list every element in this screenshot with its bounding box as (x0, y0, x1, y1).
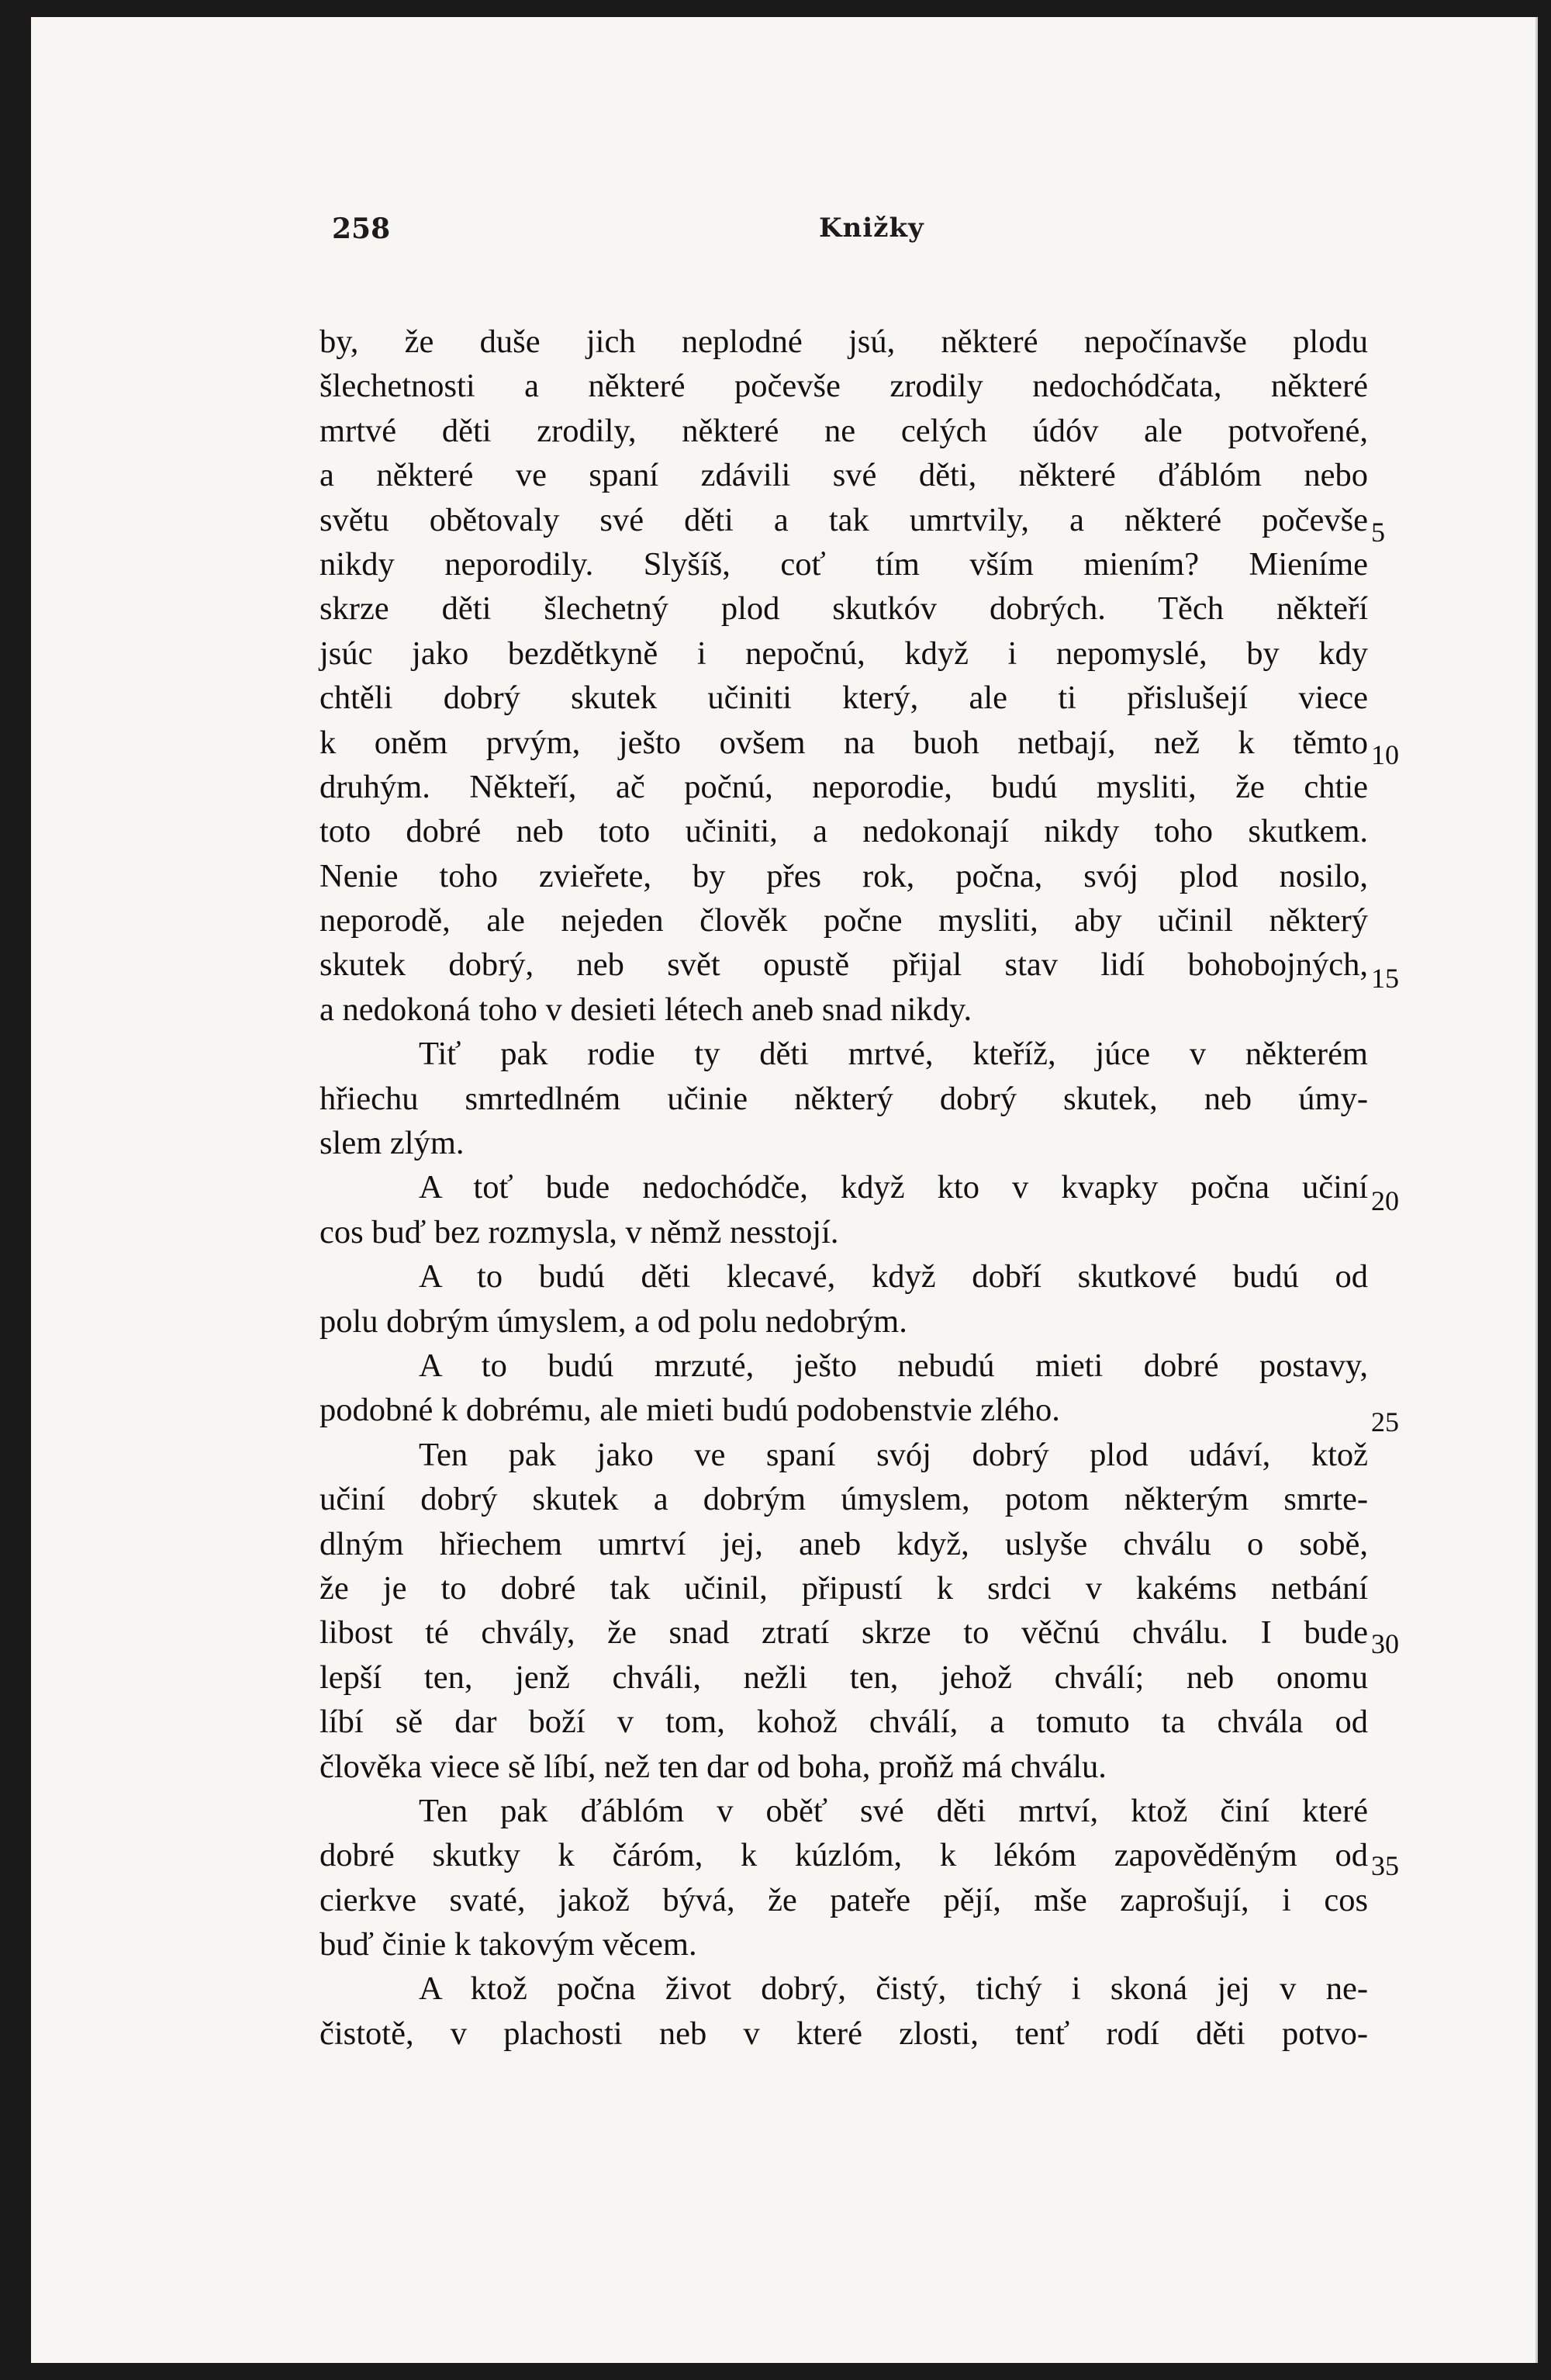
text-line: nikdy neporodily. Slyšíš, coť tím vším miením? Mieníme (320, 545, 1368, 583)
text-line: čistotě, v plachosti neb v které zlosti, tenť rodí děti potvo- (320, 2015, 1368, 2052)
text-line: Tiť pak rodie ty děti mrtvé, kteříž, júce v některém (419, 1036, 1368, 1073)
line-number: 30 (1371, 1628, 1399, 1659)
text-line: toto dobré neb toto učiniti, a nedokonají nikdy toho skutkem. (320, 813, 1368, 850)
text-line: skrze děti šlechetný plod skutkóv dobrých. Těch někteří (320, 590, 1368, 628)
text-line: skutek dobrý, neb svět opustě přijal stav lidí bohobojných, (320, 946, 1368, 984)
body-text (320, 320, 1368, 2056)
line-number: 10 (1371, 739, 1399, 770)
text-line: A to budú děti klecavé, když dobří skutkové budú od (419, 1258, 1368, 1296)
text-line: by, že duše jich neplodné jsú, některé nepočínavše plodu (320, 323, 1368, 360)
text-line: člověka viece sě líbí, než ten dar od boha, proňž má chválu. (320, 1748, 1107, 1785)
text-line: Ten pak jako ve spaní svój dobrý plod udáví, ktož (419, 1436, 1368, 1473)
text-line: učiní dobrý skutek a dobrým úmyslem, potom některým smrte- (320, 1481, 1368, 1518)
text-line: a nedokoná toho v desieti létech aneb snad nikdy. (320, 991, 972, 1028)
text-line: A to budú mrzuté, ješto nebudú mieti dobré postavy, (419, 1347, 1368, 1384)
text-line: cierkve svaté, jakož bývá, že pateře pějí, mše zaprošují, i cos (320, 1881, 1368, 1918)
line-number: 25 (1371, 1406, 1399, 1437)
text-line: a některé ve spaní zdávili své děti, některé ďáblóm nebo (320, 457, 1368, 494)
book-page (31, 17, 1538, 2363)
text-line: šlechetnosti a některé počevše zrodily nedochódčata, některé (320, 368, 1368, 405)
text-line: dlným hřiechem umrtví jej, aneb když, uslyše chválu o sobě, (320, 1525, 1368, 1562)
line-number: 5 (1371, 517, 1385, 548)
text-line: buď činie k takovým věcem. (320, 1926, 697, 1963)
text-line: cos buď bez rozmysla, v němž nesstojí. (320, 1213, 839, 1251)
text-line: k oněm prvým, ješto ovšem na buoh netbají, než k těmto (320, 724, 1368, 761)
text-line: Nenie toho zvieřete, by přes rok, počna, svój plod nosilo, (320, 857, 1368, 894)
text-line: chtěli dobrý skutek učiniti který, ale ti přislušejí viece (320, 680, 1368, 717)
line-number: 20 (1371, 1185, 1399, 1216)
running-title: Knižky (819, 213, 924, 244)
line-number: 15 (1371, 963, 1399, 994)
text-line: Ten pak ďáblóm v oběť své děti mrtví, ktož činí které (419, 1792, 1368, 1829)
text-line: hřiechu smrtedlném učinie některý dobrý skutek, neb úmy- (320, 1080, 1368, 1117)
text-line: mrtvé děti zrodily, některé ne celých údóv ale potvořené, (320, 412, 1368, 449)
text-line: neporodě, ale nejeden člověk počne mysliti, aby učinil některý (320, 902, 1368, 939)
text-line: že je to dobré tak učinil, připustí k srdci v kakéms netbání (320, 1569, 1368, 1607)
text-line: A ktož počna život dobrý, čistý, tichý i skoná jej v ne- (419, 1970, 1368, 2008)
text-line: polu dobrým úmyslem, a od polu nedobrým. (320, 1302, 907, 1340)
text-line: slem zlým. (320, 1125, 465, 1162)
text-line: lepší ten, jenž chváli, nežli ten, jehož chválí; neb onomu (320, 1659, 1368, 1696)
text-line: dobré skutky k čáróm, k kúzlóm, k lékóm zapověděným od (320, 1837, 1368, 1874)
text-line: libost té chvály, že snad ztratí skrze to věčnú chválu. I bude (320, 1614, 1368, 1652)
page-number: 258 (332, 213, 391, 245)
text-line: druhým. Někteří, ač počnú, neporodie, budú mysliti, že chtie (320, 768, 1368, 805)
text-line: líbí sě dar boží v tom, kohož chválí, a tomuto ta chvála od (320, 1704, 1368, 1741)
text-line: podobné k dobrému, ale mieti budú podobenstvie zlého. (320, 1392, 1060, 1429)
text-line: světu obětovaly své děti a tak umrtvily, a některé počevše (320, 501, 1368, 538)
line-number: 35 (1371, 1850, 1399, 1881)
text-line: jsúc jako bezdětkyně i nepočnú, když i nepomyslé, by kdy (320, 635, 1368, 672)
text-line: A toť bude nedochódče, když kto v kvapky počna učiní (419, 1169, 1368, 1206)
